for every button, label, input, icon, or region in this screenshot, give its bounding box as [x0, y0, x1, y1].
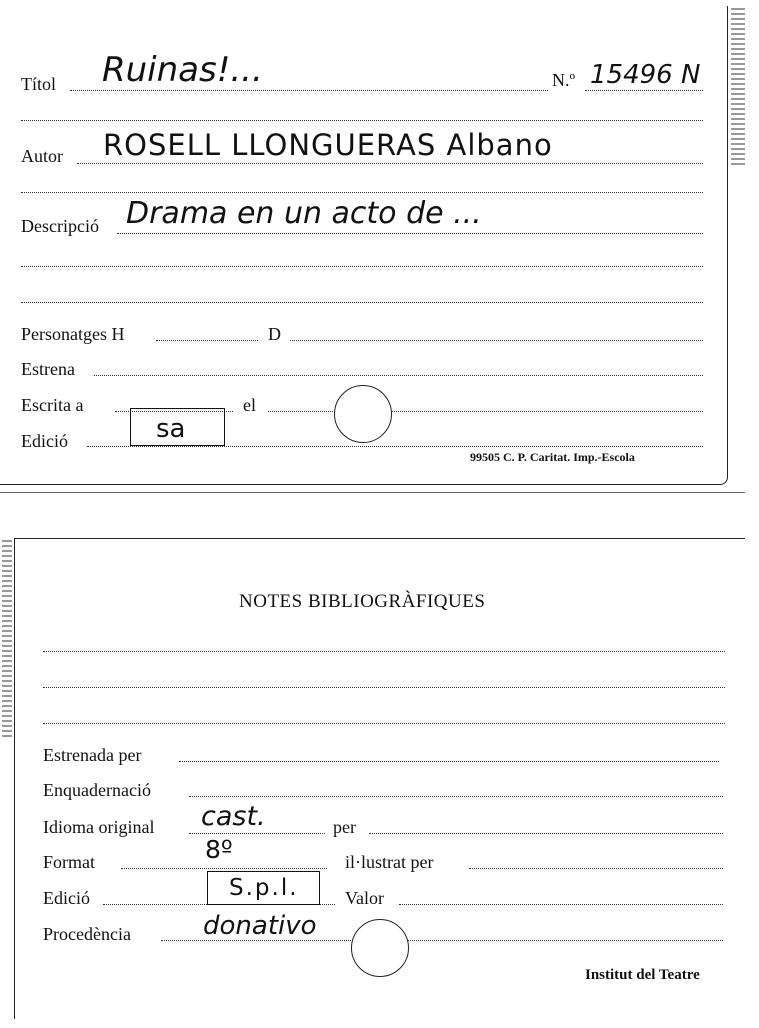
numero-label: N.º: [552, 70, 576, 90]
edicio-line: [87, 446, 703, 447]
catalog-card-front: [0, 6, 728, 485]
institution-label: Institut del Teatre: [585, 967, 700, 983]
idioma-per-line: [369, 833, 723, 834]
notes-line: [43, 687, 725, 688]
notes-heading: NOTES BIBLIOGRÀFIQUES: [239, 591, 486, 612]
back-edicio-label: Edició: [43, 888, 90, 908]
descripcio-value: Drama en un acto de ...: [126, 196, 482, 231]
estrenada-line: [179, 761, 719, 762]
format-line: [121, 868, 327, 869]
idioma-line: [189, 833, 325, 834]
edicio-value: sa: [156, 414, 186, 444]
titol-label: Títol: [21, 74, 56, 94]
printer-note: 99505 C. P. Caritat. Imp.-Escola: [470, 450, 635, 464]
back-edicio-value: S.p.l.: [229, 875, 299, 901]
format-value: 8º: [205, 835, 233, 864]
rule-line: [21, 266, 703, 267]
titol-value: Ruinas!...: [102, 50, 263, 90]
rule-line: [21, 120, 703, 121]
punch-hole: [351, 919, 409, 977]
notes-line: [43, 651, 725, 652]
divider-line: [0, 492, 745, 493]
enquadernacio-line: [189, 796, 723, 797]
rule-line: [21, 192, 703, 193]
enquadernacio-label: Enquadernació: [43, 780, 151, 800]
escrita-el-label: el: [243, 395, 256, 415]
personatges-label: Personatges H: [21, 324, 125, 344]
punch-hole: [334, 385, 392, 443]
illustrat-line: [469, 868, 723, 869]
autor-line: [77, 163, 703, 164]
notes-line: [43, 723, 725, 724]
format-label: Format: [43, 852, 95, 872]
autor-value: ROSELL LLONGUERAS Albano: [103, 128, 553, 162]
idioma-value: cast.: [201, 801, 266, 832]
procedencia-label: Procedència: [43, 924, 131, 944]
numero-line: [585, 90, 703, 91]
personatges-h-line: [156, 340, 258, 341]
valor-label: Valor: [345, 888, 384, 908]
descripcio-line: [117, 233, 703, 234]
numero-value: 15496 N: [590, 60, 701, 90]
rule-line: [21, 302, 703, 303]
procedencia-value: donativo: [203, 911, 317, 941]
autor-label: Autor: [21, 146, 63, 166]
personatges-d-line: [290, 340, 703, 341]
titol-line: [70, 90, 548, 91]
estrenada-label: Estrenada per: [43, 745, 142, 765]
valor-line: [399, 904, 723, 905]
idioma-label: Idioma original: [43, 817, 155, 837]
estrena-line: [94, 375, 703, 376]
estrena-label: Estrena: [21, 359, 75, 379]
catalog-card-back: [14, 538, 745, 1019]
escrita-label: Escrita a: [21, 395, 84, 415]
personatges-d-label: D: [268, 324, 281, 344]
illustrat-label: il·lustrat per: [345, 852, 434, 872]
idioma-per-label: per: [333, 817, 356, 837]
edge-texture: [731, 8, 745, 168]
edge-texture: [2, 540, 12, 740]
descripcio-label: Descripció: [21, 216, 99, 236]
edicio-label: Edició: [21, 431, 68, 451]
